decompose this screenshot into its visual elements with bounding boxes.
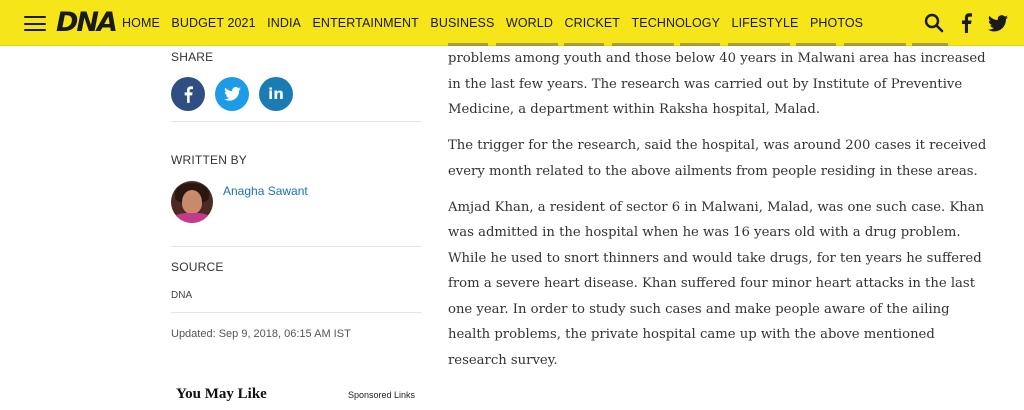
- nav-photos[interactable]: PHOTOS: [809, 16, 864, 30]
- nav-cricket[interactable]: CRICKET: [564, 16, 621, 30]
- divider: [171, 246, 422, 247]
- twitter-icon[interactable]: [988, 15, 1008, 32]
- search-icon[interactable]: [924, 13, 944, 33]
- linkedin-icon: in: [268, 85, 284, 103]
- share-twitter-button[interactable]: [215, 77, 249, 111]
- source-label: SOURCE: [171, 260, 224, 274]
- share-facebook-button[interactable]: [171, 77, 205, 111]
- divider: [171, 121, 422, 122]
- nav-business[interactable]: BUSINESS: [430, 16, 495, 30]
- updated-timestamp: Updated: Sep 9, 2018, 06:15 AM IST: [171, 328, 351, 340]
- nav-india[interactable]: INDIA: [267, 16, 301, 30]
- scrolled-text-remnant: [448, 38, 978, 46]
- share-linkedin-button[interactable]: [259, 77, 293, 111]
- nav-lifestyle[interactable]: LIFESTYLE: [731, 16, 799, 30]
- sponsored-links-label[interactable]: Sponsored Links: [348, 390, 416, 400]
- author-name-link[interactable]: Anagha Sawant: [223, 184, 308, 198]
- you-may-like-heading: You May Like: [176, 386, 267, 402]
- nav-technology[interactable]: TECHNOLOGY: [631, 16, 721, 30]
- twitter-icon: [224, 87, 241, 101]
- article-body: [448, 46, 993, 384]
- dna-logo[interactable]: DNA: [56, 7, 116, 38]
- nav-world[interactable]: WORLD: [505, 16, 553, 30]
- source-value: DNA: [171, 290, 193, 301]
- share-buttons: [171, 77, 303, 111]
- nav-home[interactable]: HOME: [122, 16, 160, 30]
- author-avatar[interactable]: [171, 181, 213, 223]
- article-paragraph: Amjad Khan, a resident of sector 6 in Malwani, Malad, was one such case. Khan was admitted in the hospital when he was 16 years old with a drug problem. While he used to snort thinners and would take drugs, for ten years he suffered from a severe heart disease. Khan suffered four minor heart attacks in the last one year. In order to study such cases and make people aware of the ailing health problems, the private hospital came up with the above mentioned research survey.: [448, 199, 985, 368]
- facebook-icon: [183, 86, 193, 103]
- written-by-label: WRITTEN BY: [171, 153, 247, 167]
- nav-budget-2021[interactable]: BUDGET 2021: [171, 16, 256, 30]
- divider: [171, 312, 422, 313]
- article-paragraph: problems among youth and those below 40 years in Malwani area has increased in the last few years. The research was carried out by Institute of Preventive Medicine, a department within Raksha hospital, Malad.: [448, 51, 986, 117]
- facebook-icon[interactable]: [960, 13, 972, 33]
- article-paragraph: The trigger for the research, said the hospital, was around 200 cases it received every month related to the above ailments from people residing in these areas.: [448, 138, 987, 179]
- nav-entertainment[interactable]: ENTERTAINMENT: [312, 16, 419, 30]
- share-label: SHARE: [171, 50, 214, 64]
- menu-icon[interactable]: [24, 16, 46, 31]
